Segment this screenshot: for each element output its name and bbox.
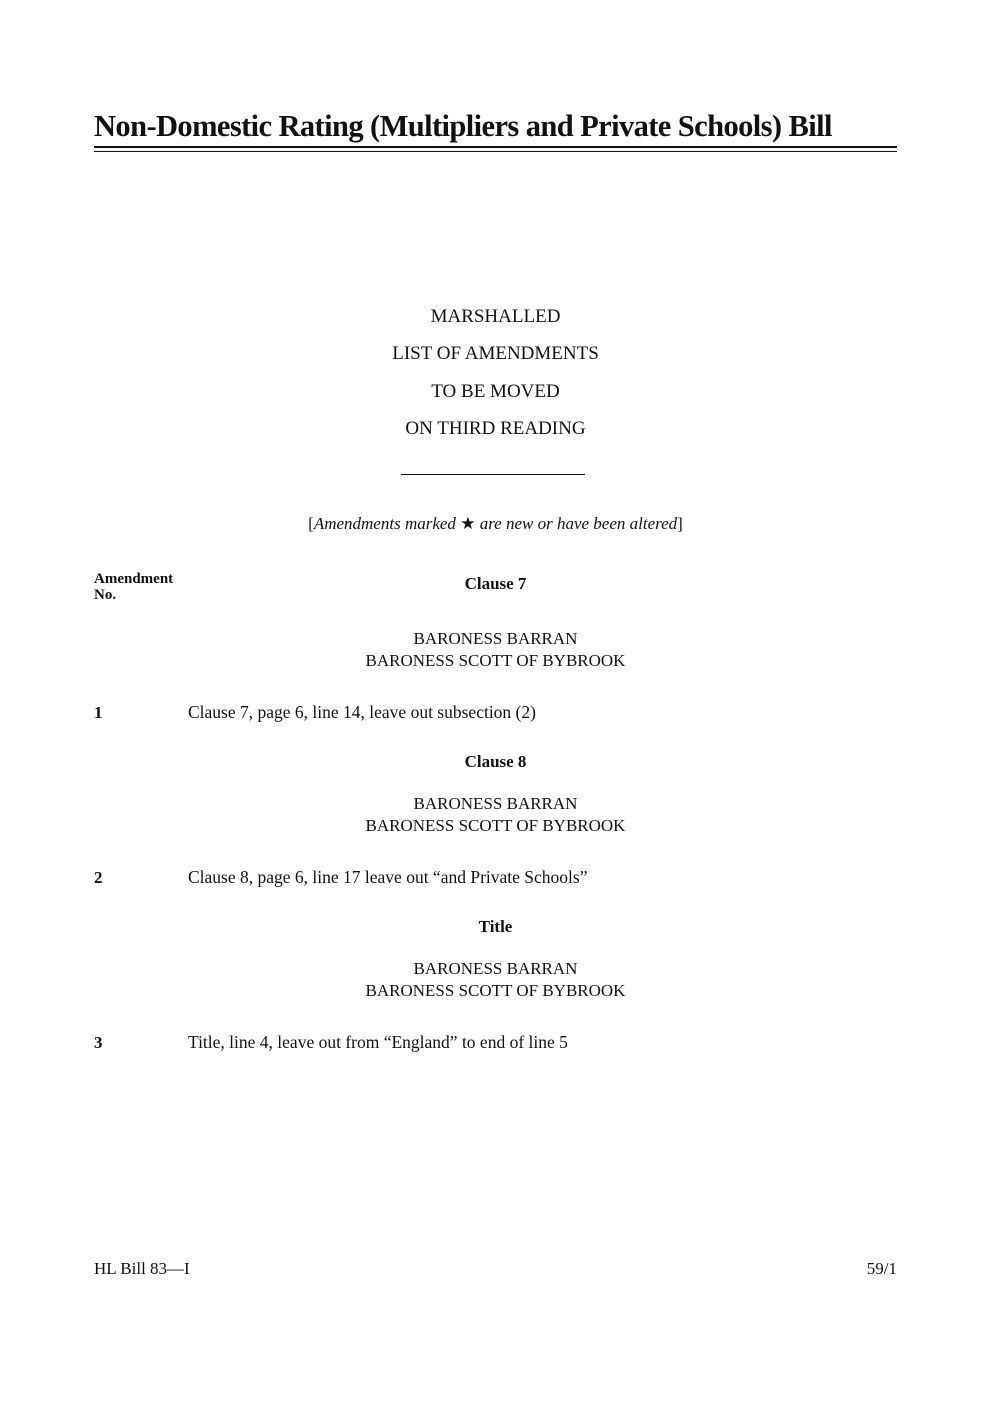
bill-title: Non-Domestic Rating (Multipliers and Private Schools) Bill	[94, 109, 832, 143]
sponsor: BARONESS BARRAN	[413, 794, 578, 813]
amendment-text: Clause 7, page 6, line 14, leave out subsection (2)	[188, 702, 536, 722]
amendment-number: 1	[94, 703, 103, 722]
open-bracket: [	[308, 514, 314, 533]
section-heading-clause-7: Clause 7	[464, 574, 527, 593]
amendment-label-line-1: Amendment	[94, 571, 174, 587]
note-text-after: are new or have been altered	[475, 514, 678, 533]
section-heading-title: Title	[478, 917, 513, 936]
section-heading-clause-8: Clause 8	[464, 752, 527, 771]
amendment-text: Title, line 4, leave out from “England” to end of line 5	[188, 1032, 568, 1052]
title-rule-thick	[94, 146, 897, 148]
sponsor: BARONESS SCOTT OF BYBROOK	[365, 816, 626, 835]
amendments-note	[0, 514, 991, 534]
star-icon: ★	[460, 514, 476, 533]
note-text-before: Amendments marked	[313, 514, 461, 533]
close-bracket: ]	[677, 514, 683, 533]
marshalled-line-2: LIST OF AMENDMENTS	[392, 343, 599, 364]
marshalled-line-1: MARSHALLED	[430, 306, 561, 327]
footer-bill-ref: HL Bill 83—I	[94, 1259, 190, 1278]
amendment-label-line-2: No.	[94, 587, 117, 603]
footer-page-ref: 59/1	[866, 1259, 897, 1278]
amendment-number: 2	[94, 868, 103, 887]
sponsors-title	[0, 958, 991, 1002]
marshalled-line-4: ON THIRD READING	[405, 418, 586, 439]
amendment-number: 3	[94, 1033, 103, 1052]
sponsors-clause-8	[0, 793, 991, 837]
sponsor: BARONESS BARRAN	[413, 629, 578, 648]
amendment-text: Clause 8, page 6, line 17 leave out “and Private Schools”	[188, 867, 588, 887]
sponsors-clause-7	[0, 628, 991, 672]
separator-rule	[401, 474, 585, 475]
marshalled-line-3: TO BE MOVED	[431, 381, 560, 402]
title-rule-thin	[94, 151, 897, 152]
sponsor: BARONESS SCOTT OF BYBROOK	[365, 651, 626, 670]
sponsor: BARONESS SCOTT OF BYBROOK	[365, 981, 626, 1000]
sponsor: BARONESS BARRAN	[413, 959, 578, 978]
